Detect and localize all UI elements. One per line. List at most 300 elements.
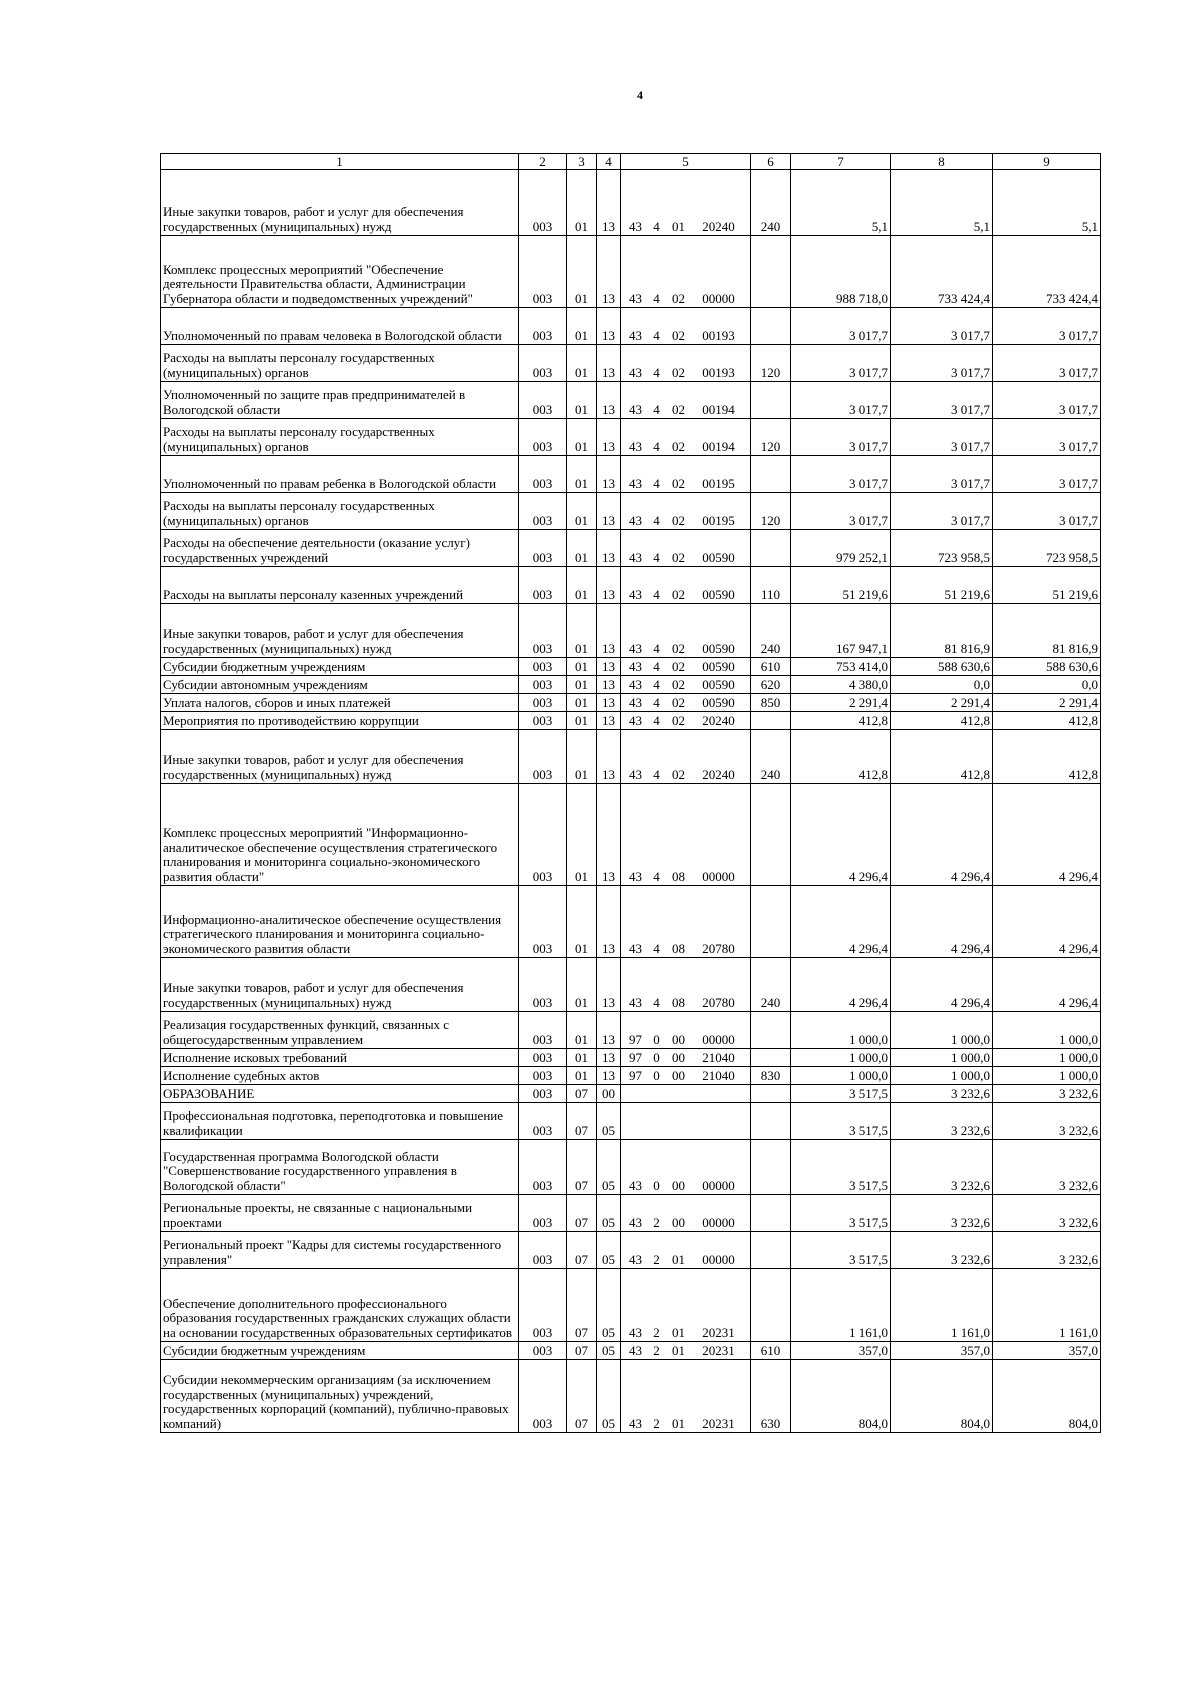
table-row	[161, 712, 1101, 730]
target-article-part: 00	[672, 1214, 685, 1230]
code-target-article	[621, 530, 751, 567]
target-article-part: 02	[672, 290, 685, 306]
code-target-article	[621, 784, 751, 886]
code-subsection: 13	[597, 712, 621, 730]
column-header: 1	[161, 154, 519, 170]
target-article-part: 02	[672, 676, 685, 692]
code-subsection: 05	[597, 1269, 621, 1342]
code-subsection: 13	[597, 493, 621, 530]
target-article-part: 02	[672, 438, 685, 454]
row-name: Исполнение судебных актов	[161, 1067, 519, 1085]
code-subsection: 13	[597, 958, 621, 1012]
target-article-part: 43	[629, 1342, 642, 1358]
target-article-part: 2	[653, 1324, 660, 1340]
target-article-part: 4	[653, 586, 660, 602]
code-section: 07	[567, 1232, 597, 1269]
amount-col9: 412,8	[993, 712, 1101, 730]
code-gov: 003	[519, 604, 567, 658]
amount-col9: 3 017,7	[993, 382, 1101, 419]
code-expense-type: 240	[751, 958, 791, 1012]
code-target-article	[621, 958, 751, 1012]
code-target-article	[621, 604, 751, 658]
target-article-part: 43	[629, 549, 642, 565]
code-target-article	[621, 1085, 751, 1103]
amount-col7: 412,8	[791, 730, 891, 784]
target-article-part: 20240	[702, 218, 735, 234]
code-target-article	[621, 1103, 751, 1140]
target-article-part: 43	[629, 512, 642, 528]
code-expense-type	[751, 1195, 791, 1232]
code-target-article	[621, 658, 751, 676]
target-article-part: 02	[672, 549, 685, 565]
amount-col7: 753 414,0	[791, 658, 891, 676]
code-gov: 003	[519, 1195, 567, 1232]
amount-col8: 3 017,7	[891, 493, 993, 530]
row-name: Уполномоченный по правам человека в Вологодской области	[161, 308, 519, 345]
code-section: 07	[567, 1342, 597, 1360]
code-target-article	[621, 1049, 751, 1067]
amount-col8: 3 232,6	[891, 1232, 993, 1269]
code-target-article	[621, 308, 751, 345]
code-section: 01	[567, 676, 597, 694]
target-article-part: 43	[629, 290, 642, 306]
code-subsection: 13	[597, 730, 621, 784]
target-article-part: 43	[629, 475, 642, 491]
amount-col8: 4 296,4	[891, 958, 993, 1012]
code-gov: 003	[519, 1049, 567, 1067]
code-section: 01	[567, 886, 597, 958]
table-row	[161, 382, 1101, 419]
table-row	[161, 1085, 1101, 1103]
target-article-part: 4	[653, 766, 660, 782]
code-gov: 003	[519, 1232, 567, 1269]
target-article-part: 43	[629, 401, 642, 417]
code-gov: 003	[519, 730, 567, 784]
target-article-part: 43	[629, 712, 642, 728]
target-article-part: 00	[672, 1031, 685, 1047]
code-target-article	[621, 730, 751, 784]
code-target-article	[621, 170, 751, 236]
target-article-part: 02	[672, 586, 685, 602]
target-article-part: 00590	[702, 658, 735, 674]
row-name: Субсидии некоммерческим организациям (за исключением государственных (муниципальных) учреждений, государственных корпораций (компаний), публично-правовых компаний)	[161, 1360, 519, 1433]
code-section: 01	[567, 345, 597, 382]
code-subsection: 13	[597, 658, 621, 676]
target-article-part: 97	[629, 1049, 642, 1065]
code-subsection: 13	[597, 784, 621, 886]
code-subsection: 13	[597, 1067, 621, 1085]
table-row	[161, 1360, 1101, 1433]
target-article-part: 01	[672, 1342, 685, 1358]
code-expense-type	[751, 1085, 791, 1103]
code-target-article	[621, 1140, 751, 1195]
amount-col7: 3 017,7	[791, 345, 891, 382]
code-target-article	[621, 382, 751, 419]
code-expense-type: 240	[751, 170, 791, 236]
amount-col9: 723 958,5	[993, 530, 1101, 567]
target-article-part: 0	[653, 1177, 660, 1193]
table-row	[161, 1269, 1101, 1342]
amount-col9: 1 000,0	[993, 1067, 1101, 1085]
code-section: 01	[567, 712, 597, 730]
target-article-part: 21040	[702, 1049, 735, 1065]
code-target-article	[621, 1012, 751, 1049]
table-row	[161, 308, 1101, 345]
code-target-article	[621, 1342, 751, 1360]
target-article-part: 00590	[702, 640, 735, 656]
amount-col8: 3 017,7	[891, 308, 993, 345]
amount-col7: 4 296,4	[791, 958, 891, 1012]
code-subsection: 13	[597, 1012, 621, 1049]
code-section: 01	[567, 1012, 597, 1049]
amount-col9: 4 296,4	[993, 886, 1101, 958]
amount-col8: 412,8	[891, 730, 993, 784]
target-article-part: 0	[653, 1067, 660, 1083]
code-section: 01	[567, 567, 597, 604]
amount-col7: 357,0	[791, 1342, 891, 1360]
amount-col7: 3 517,5	[791, 1085, 891, 1103]
amount-col9: 0,0	[993, 676, 1101, 694]
code-gov: 003	[519, 712, 567, 730]
code-section: 01	[567, 1049, 597, 1067]
code-expense-type	[751, 1012, 791, 1049]
target-article-part: 00590	[702, 586, 735, 602]
target-article-part: 97	[629, 1067, 642, 1083]
code-target-article	[621, 1360, 751, 1433]
code-gov: 003	[519, 530, 567, 567]
row-name: Государственная программа Вологодской области "Совершенствование государственного управления в Вологодской области"	[161, 1140, 519, 1195]
amount-col9: 357,0	[993, 1342, 1101, 1360]
target-article-part: 0	[653, 1031, 660, 1047]
target-article-part: 01	[672, 1415, 685, 1431]
amount-col9: 588 630,6	[993, 658, 1101, 676]
code-expense-type	[751, 1140, 791, 1195]
amount-col8: 3 232,6	[891, 1103, 993, 1140]
amount-col9: 4 296,4	[993, 958, 1101, 1012]
code-section: 01	[567, 382, 597, 419]
amount-col8: 3 017,7	[891, 345, 993, 382]
code-gov: 003	[519, 456, 567, 493]
table-row	[161, 694, 1101, 712]
code-expense-type: 240	[751, 730, 791, 784]
code-section: 07	[567, 1103, 597, 1140]
target-article-part: 43	[629, 1177, 642, 1193]
target-article-part: 00195	[702, 512, 735, 528]
code-subsection: 05	[597, 1360, 621, 1433]
amount-col7: 2 291,4	[791, 694, 891, 712]
row-name: Исполнение исковых требований	[161, 1049, 519, 1067]
code-gov: 003	[519, 345, 567, 382]
amount-col8: 81 816,9	[891, 604, 993, 658]
table-row	[161, 886, 1101, 958]
table-row	[161, 567, 1101, 604]
table-row	[161, 1103, 1101, 1140]
amount-col7: 5,1	[791, 170, 891, 236]
amount-col9: 1 161,0	[993, 1269, 1101, 1342]
amount-col7: 412,8	[791, 712, 891, 730]
row-name: Профессиональная подготовка, переподготовка и повышение квалификации	[161, 1103, 519, 1140]
code-subsection: 13	[597, 419, 621, 456]
target-article-part: 4	[653, 438, 660, 454]
target-article-part: 2	[653, 1214, 660, 1230]
code-expense-type	[751, 1269, 791, 1342]
target-article-part: 02	[672, 364, 685, 380]
target-article-part: 01	[672, 1324, 685, 1340]
page-number: 4	[637, 88, 643, 102]
amount-col8: 357,0	[891, 1342, 993, 1360]
column-header: 6	[751, 154, 791, 170]
code-expense-type: 850	[751, 694, 791, 712]
target-article-part: 00	[672, 1177, 685, 1193]
code-subsection: 13	[597, 676, 621, 694]
target-article-part: 08	[672, 940, 685, 956]
amount-col9: 5,1	[993, 170, 1101, 236]
amount-col7: 979 252,1	[791, 530, 891, 567]
code-section: 07	[567, 1085, 597, 1103]
target-article-part: 00	[672, 1067, 685, 1083]
amount-col7: 804,0	[791, 1360, 891, 1433]
amount-col9: 3 232,6	[993, 1195, 1101, 1232]
row-name: Расходы на выплаты персоналу государственных (муниципальных) органов	[161, 345, 519, 382]
code-subsection: 13	[597, 886, 621, 958]
code-expense-type: 610	[751, 1342, 791, 1360]
amount-col8: 4 296,4	[891, 886, 993, 958]
code-gov: 003	[519, 419, 567, 456]
code-expense-type: 240	[751, 604, 791, 658]
code-expense-type: 830	[751, 1067, 791, 1085]
target-article-part: 43	[629, 940, 642, 956]
amount-col9: 3 232,6	[993, 1103, 1101, 1140]
code-gov: 003	[519, 1085, 567, 1103]
code-section: 07	[567, 1140, 597, 1195]
code-section: 01	[567, 1067, 597, 1085]
code-subsection: 05	[597, 1232, 621, 1269]
target-article-part: 20231	[702, 1342, 735, 1358]
target-article-part: 2	[653, 1251, 660, 1267]
code-section: 07	[567, 1269, 597, 1342]
code-gov: 003	[519, 784, 567, 886]
amount-col8: 1 000,0	[891, 1067, 993, 1085]
amount-col7: 3 517,5	[791, 1140, 891, 1195]
target-article-part: 43	[629, 766, 642, 782]
target-article-part: 43	[629, 218, 642, 234]
code-target-article	[621, 676, 751, 694]
target-article-part: 00193	[702, 327, 735, 343]
target-article-part: 00590	[702, 676, 735, 692]
code-section: 01	[567, 236, 597, 308]
code-subsection: 13	[597, 236, 621, 308]
code-expense-type	[751, 382, 791, 419]
code-expense-type: 110	[751, 567, 791, 604]
target-article-part: 2	[653, 1415, 660, 1431]
row-name: Региональные проекты, не связанные с национальными проектами	[161, 1195, 519, 1232]
row-name: Реализация государственных функций, связанных с общегосударственным управлением	[161, 1012, 519, 1049]
budget-table	[160, 153, 1101, 1433]
table-row	[161, 1342, 1101, 1360]
target-article-part: 4	[653, 475, 660, 491]
target-article-part: 4	[653, 712, 660, 728]
target-article-part: 00000	[702, 290, 735, 306]
code-gov: 003	[519, 1140, 567, 1195]
code-expense-type	[751, 1232, 791, 1269]
target-article-part: 4	[653, 640, 660, 656]
code-gov: 003	[519, 676, 567, 694]
code-gov: 003	[519, 1067, 567, 1085]
code-expense-type	[751, 712, 791, 730]
row-name: Мероприятия по противодействию коррупции	[161, 712, 519, 730]
table-row	[161, 784, 1101, 886]
code-subsection: 13	[597, 567, 621, 604]
amount-col7: 1 000,0	[791, 1012, 891, 1049]
target-article-part: 00	[672, 1049, 685, 1065]
table-row	[161, 419, 1101, 456]
table-row	[161, 730, 1101, 784]
code-expense-type	[751, 236, 791, 308]
code-target-article	[621, 1269, 751, 1342]
code-subsection: 13	[597, 456, 621, 493]
code-gov: 003	[519, 1342, 567, 1360]
code-gov: 003	[519, 958, 567, 1012]
amount-col7: 51 219,6	[791, 567, 891, 604]
table-row	[161, 345, 1101, 382]
row-name: Расходы на выплаты персоналу государственных (муниципальных) органов	[161, 493, 519, 530]
amount-col7: 3 017,7	[791, 456, 891, 493]
table-row	[161, 1012, 1101, 1049]
table-row	[161, 530, 1101, 567]
column-header: 9	[993, 154, 1101, 170]
code-gov: 003	[519, 886, 567, 958]
table-row	[161, 456, 1101, 493]
code-target-article	[621, 236, 751, 308]
code-target-article	[621, 1232, 751, 1269]
amount-col8: 588 630,6	[891, 658, 993, 676]
row-name: Расходы на выплаты персоналу государственных (муниципальных) органов	[161, 419, 519, 456]
code-expense-type: 120	[751, 493, 791, 530]
target-article-part: 4	[653, 512, 660, 528]
target-article-part: 02	[672, 694, 685, 710]
amount-col9: 733 424,4	[993, 236, 1101, 308]
target-article-part: 4	[653, 218, 660, 234]
amount-col8: 5,1	[891, 170, 993, 236]
code-gov: 003	[519, 1360, 567, 1433]
target-article-part: 43	[629, 994, 642, 1010]
target-article-part: 00000	[702, 1251, 735, 1267]
target-article-part: 21040	[702, 1067, 735, 1083]
amount-col8: 733 424,4	[891, 236, 993, 308]
code-section: 07	[567, 1360, 597, 1433]
target-article-part: 4	[653, 364, 660, 380]
amount-col8: 804,0	[891, 1360, 993, 1433]
amount-col8: 0,0	[891, 676, 993, 694]
column-header: 4	[597, 154, 621, 170]
amount-col7: 3 017,7	[791, 308, 891, 345]
code-expense-type: 120	[751, 419, 791, 456]
code-section: 01	[567, 958, 597, 1012]
target-article-part: 20240	[702, 766, 735, 782]
code-expense-type	[751, 456, 791, 493]
code-section: 01	[567, 493, 597, 530]
table-row	[161, 658, 1101, 676]
amount-col8: 1 161,0	[891, 1269, 993, 1342]
code-subsection: 13	[597, 1049, 621, 1067]
code-expense-type	[751, 886, 791, 958]
amount-col9: 3 017,7	[993, 456, 1101, 493]
target-article-part: 2	[653, 1342, 660, 1358]
amount-col8: 3 232,6	[891, 1195, 993, 1232]
code-section: 01	[567, 456, 597, 493]
row-name: Иные закупки товаров, работ и услуг для обеспечения государственных (муниципальных) нужд	[161, 958, 519, 1012]
code-expense-type	[751, 784, 791, 886]
amount-col7: 3 017,7	[791, 419, 891, 456]
table-row	[161, 958, 1101, 1012]
row-name: Обеспечение дополнительного профессионального образования государственных гражданских служащих области на основании государственных образовательных сертификатов	[161, 1269, 519, 1342]
column-header: 2	[519, 154, 567, 170]
column-header: 8	[891, 154, 993, 170]
target-article-part: 43	[629, 676, 642, 692]
table-row	[161, 1195, 1101, 1232]
code-gov: 003	[519, 308, 567, 345]
amount-col7: 167 947,1	[791, 604, 891, 658]
code-subsection: 00	[597, 1085, 621, 1103]
code-subsection: 13	[597, 530, 621, 567]
target-article-part: 4	[653, 327, 660, 343]
code-section: 01	[567, 604, 597, 658]
column-header: 3	[567, 154, 597, 170]
code-subsection: 05	[597, 1103, 621, 1140]
code-section: 01	[567, 530, 597, 567]
row-name: Уплата налогов, сборов и иных платежей	[161, 694, 519, 712]
table-row	[161, 170, 1101, 236]
target-article-part: 00590	[702, 549, 735, 565]
amount-col9: 3 017,7	[993, 419, 1101, 456]
code-target-article	[621, 1195, 751, 1232]
table-row	[161, 604, 1101, 658]
amount-col8: 723 958,5	[891, 530, 993, 567]
row-name: Региональный проект "Кадры для системы государственного управления"	[161, 1232, 519, 1269]
code-target-article	[621, 456, 751, 493]
code-target-article	[621, 1067, 751, 1085]
amount-col8: 2 291,4	[891, 694, 993, 712]
amount-col9: 1 000,0	[993, 1012, 1101, 1049]
target-article-part: 00000	[702, 1031, 735, 1047]
table-row	[161, 1140, 1101, 1195]
code-target-article	[621, 419, 751, 456]
code-gov: 003	[519, 382, 567, 419]
code-expense-type	[751, 1103, 791, 1140]
target-article-part: 20780	[702, 940, 735, 956]
target-article-part: 02	[672, 401, 685, 417]
amount-col7: 1 000,0	[791, 1049, 891, 1067]
amount-col8: 3 017,7	[891, 456, 993, 493]
target-article-part: 4	[653, 676, 660, 692]
row-name: ОБРАЗОВАНИЕ	[161, 1085, 519, 1103]
amount-col8: 412,8	[891, 712, 993, 730]
code-subsection: 05	[597, 1140, 621, 1195]
row-name: Субсидии автономным учреждениям	[161, 676, 519, 694]
table-row	[161, 676, 1101, 694]
target-article-part: 4	[653, 694, 660, 710]
code-expense-type: 630	[751, 1360, 791, 1433]
target-article-part: 02	[672, 327, 685, 343]
amount-col9: 3 232,6	[993, 1140, 1101, 1195]
amount-col9: 4 296,4	[993, 784, 1101, 886]
code-target-article	[621, 345, 751, 382]
code-target-article	[621, 567, 751, 604]
target-article-part: 43	[629, 327, 642, 343]
code-gov: 003	[519, 236, 567, 308]
row-name: Иные закупки товаров, работ и услуг для обеспечения государственных (муниципальных) нужд	[161, 604, 519, 658]
amount-col9: 3 017,7	[993, 345, 1101, 382]
